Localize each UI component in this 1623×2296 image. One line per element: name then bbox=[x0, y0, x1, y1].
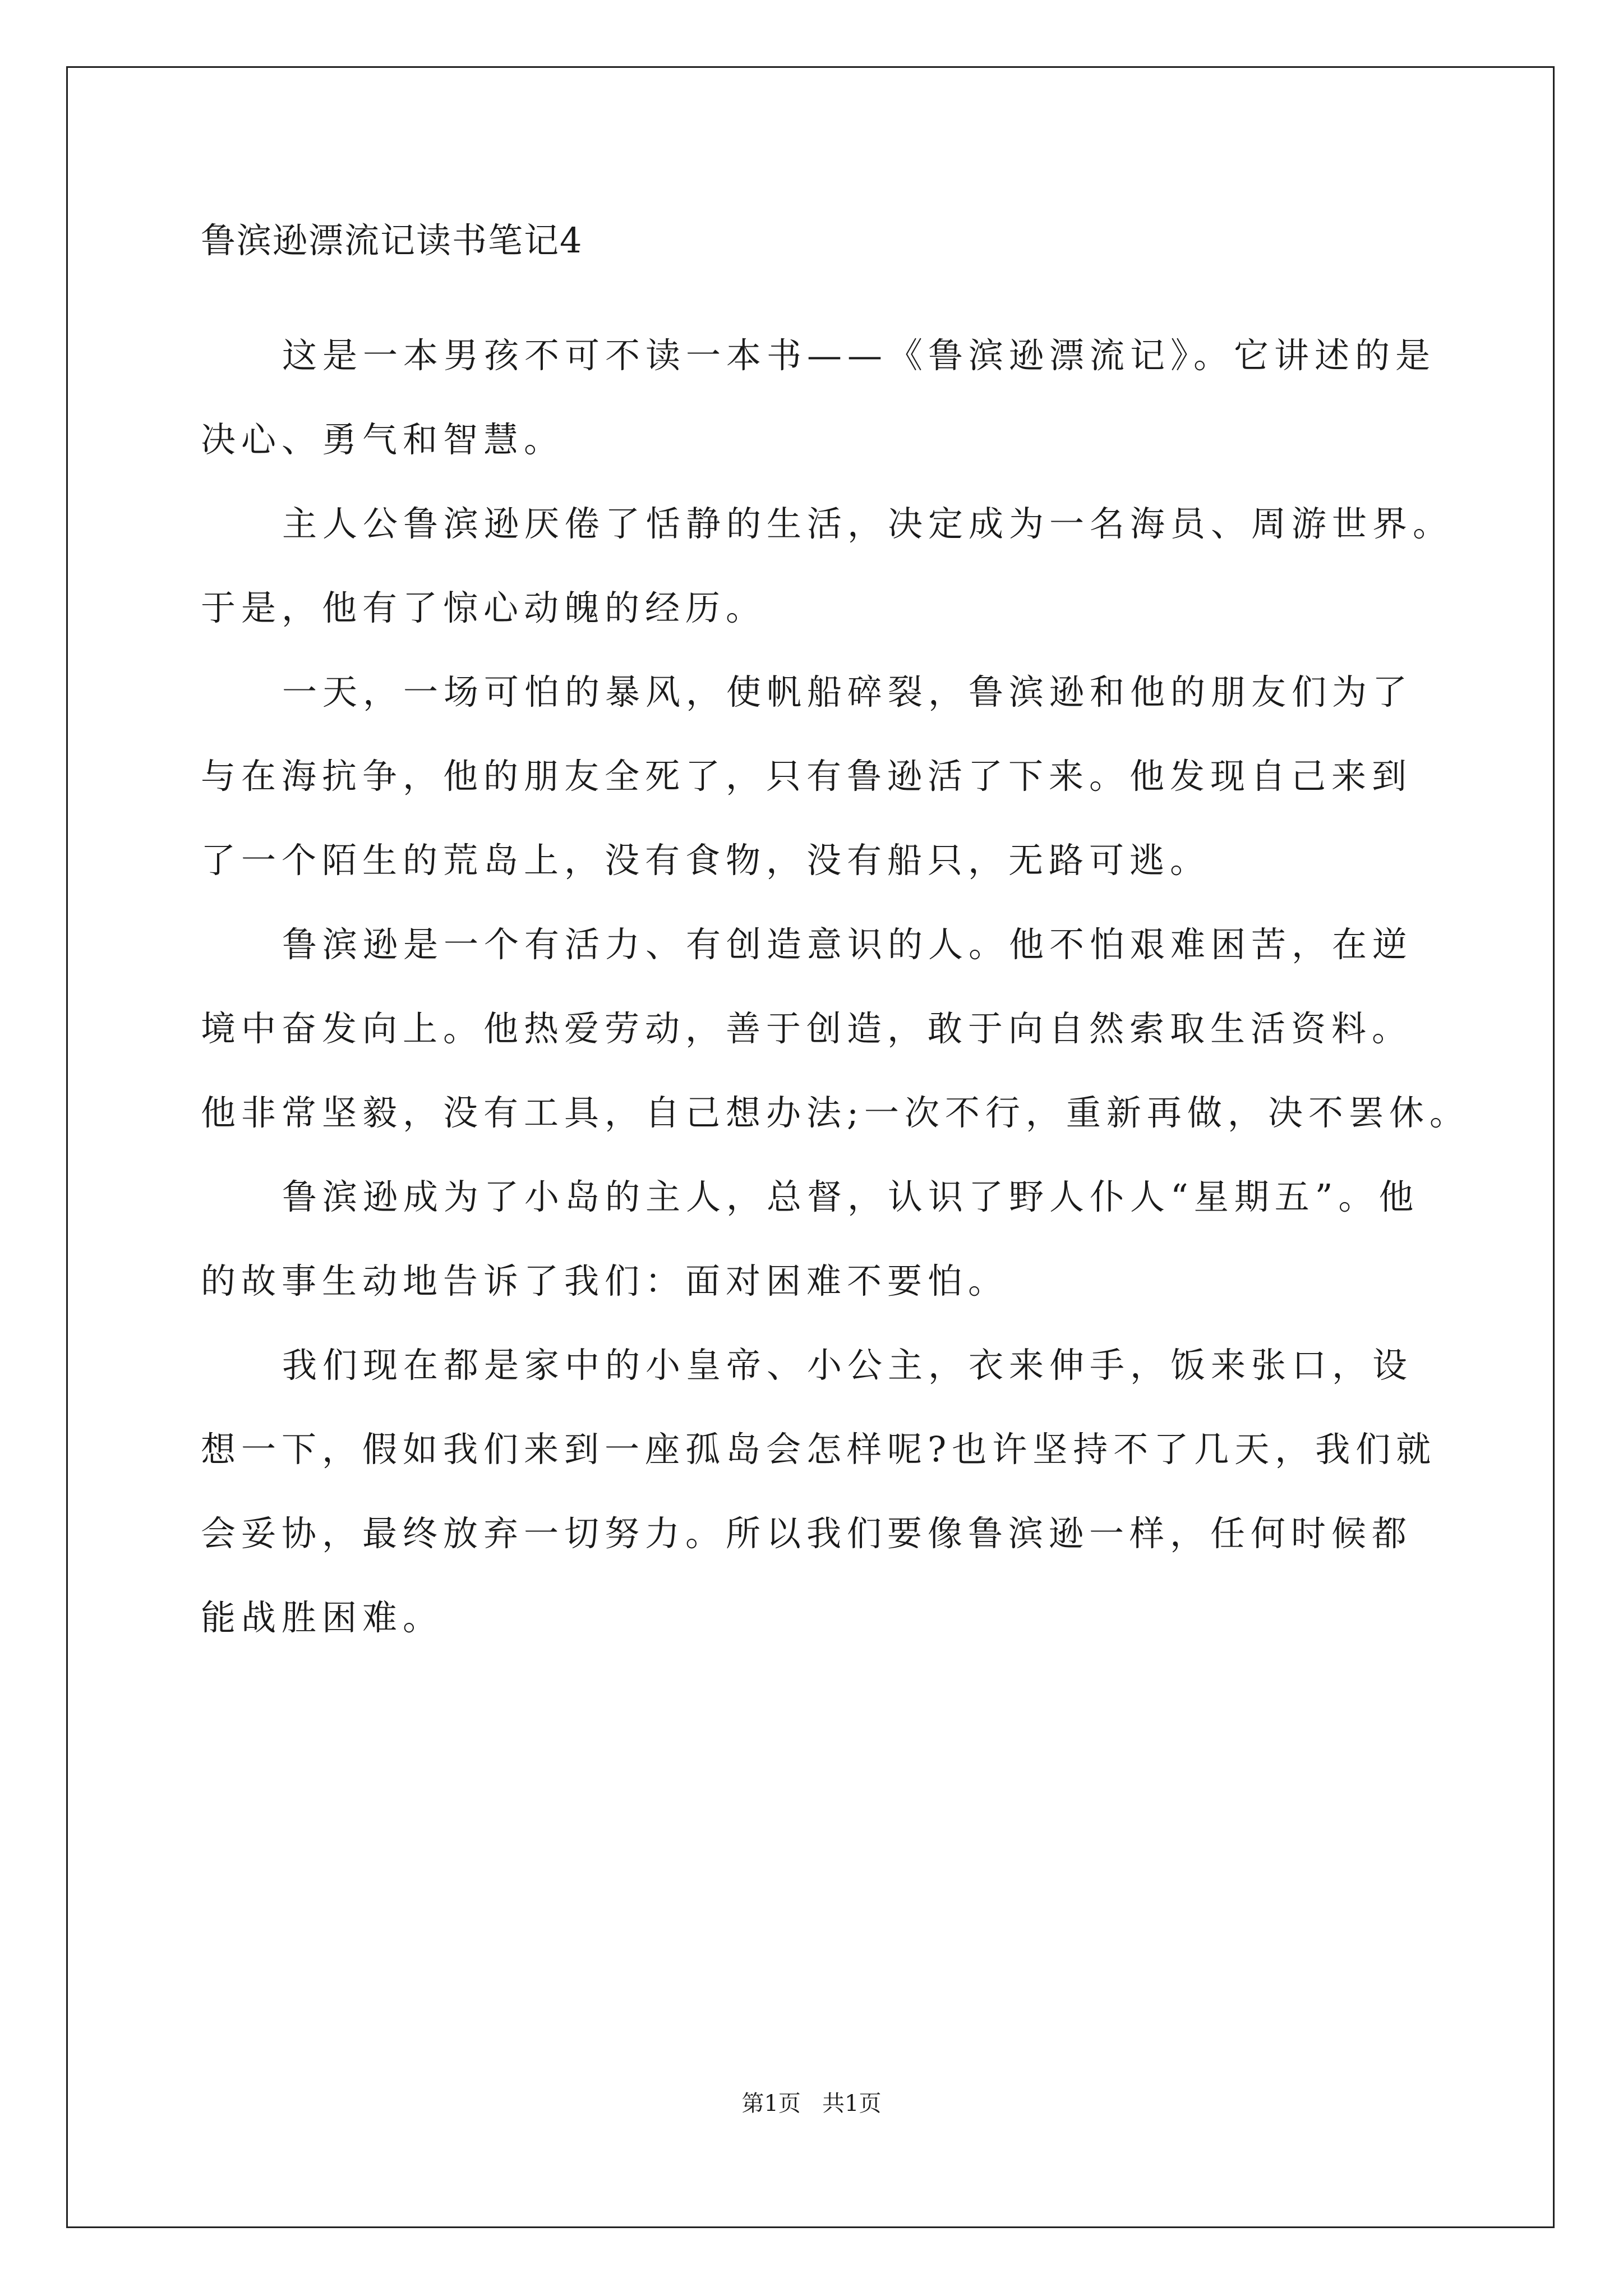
page-border bbox=[66, 66, 1555, 2228]
paragraph-line: 会妥协，最终放弃一切努力。所以我们要像鲁滨逊一样，任何时候都 bbox=[201, 1513, 1413, 1554]
paragraph-line: 一天，一场可怕的暴风，使帆船碎裂，鲁滨逊和他的朋友们为了 bbox=[282, 671, 1413, 712]
page-footer: 第1页 共1页 bbox=[741, 2091, 882, 2116]
paragraph-line: 他非常坚毅，没有工具，自己想办法;一次不行，重新再做，决不罢休。 bbox=[201, 1092, 1470, 1133]
paragraph-line: 于是，他有了惊心动魄的经历。 bbox=[201, 587, 767, 628]
paragraph-line: 鲁滨逊是一个有活力、有创造意识的人。他不怕艰难困苦，在逆 bbox=[282, 924, 1413, 965]
paragraph-line: 能战胜困难。 bbox=[201, 1597, 444, 1638]
paragraph-line: 决心、勇气和智慧。 bbox=[201, 419, 565, 460]
paragraph-line: 我们现在都是家中的小皇帝、小公主，衣来伸手，饭来张口，设 bbox=[282, 1345, 1413, 1386]
paragraph-line: 主人公鲁滨逊厌倦了恬静的生活，决定成为一名海员、周游世界。 bbox=[282, 503, 1454, 544]
paragraph-line: 鲁滨逊成为了小岛的主人，总督，认识了野人仆人“星期五”。他 bbox=[282, 1176, 1419, 1217]
paragraph-line: 想一下，假如我们来到一座孤岛会怎样呢?也许坚持不了几天，我们就 bbox=[201, 1429, 1437, 1470]
paragraph-line: 这是一本男孩不可不读一本书——《鲁滨逊漂流记》。它讲述的是 bbox=[282, 335, 1436, 376]
paragraph-line: 的故事生动地告诉了我们：面对困难不要怕。 bbox=[201, 1260, 1009, 1301]
document-title: 鲁滨逊漂流记读书笔记4 bbox=[201, 220, 583, 261]
paragraph-line: 了一个陌生的荒岛上，没有食物，没有船只，无路可逃。 bbox=[201, 840, 1211, 881]
paragraph-line: 境中奋发向上。他热爱劳动，善于创造，敢于向自然索取生活资料。 bbox=[201, 1008, 1413, 1049]
paragraph-line: 与在海抗争，他的朋友全死了，只有鲁逊活了下来。他发现自己来到 bbox=[201, 756, 1413, 797]
